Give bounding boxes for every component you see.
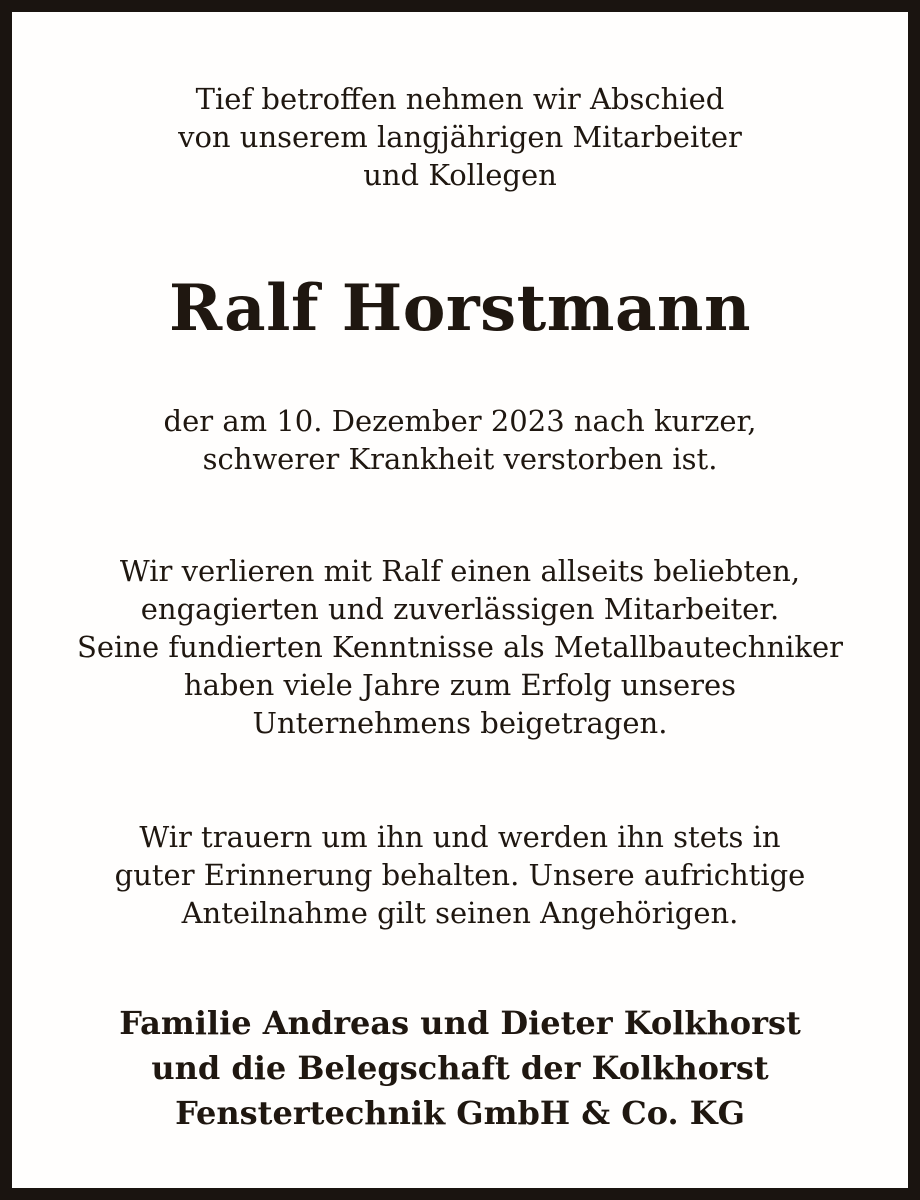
condolence-line: Anteilnahme gilt seinen Angehörigen. [181, 896, 739, 930]
tribute-line: engagierten und zuverlässigen Mitarbeiter. [140, 592, 780, 626]
condolence-paragraph [12, 818, 908, 932]
signature-line: Fenstertechnik GmbH & Co. KG [175, 1094, 745, 1132]
deceased-name: Ralf Horstmann [169, 271, 751, 346]
tribute-line: Seine fundierten Kenntnisse als Metallbautechniker [76, 630, 843, 664]
tribute-line: haben viele Jahre zum Erfolg unseres [183, 668, 737, 702]
tribute-line: Unternehmens beigetragen. [252, 706, 668, 740]
tribute-line: Wir verlieren mit Ralf einen allseits beliebten, [119, 554, 801, 588]
intro-line: Tief betroffen nehmen wir Abschied [195, 82, 725, 116]
intro-line: von unserem langjährigen Mitarbeiter [178, 120, 742, 154]
death-statement [12, 402, 908, 478]
condolence-line: guter Erinnerung behalten. Unsere aufrichtige [114, 858, 806, 892]
intro-text [12, 80, 908, 194]
death-line: schwerer Krankheit verstorben ist. [202, 442, 718, 476]
signature-line: Familie Andreas und Dieter Kolkhorst [119, 1004, 801, 1042]
death-line: der am 10. Dezember 2023 nach kurzer, [163, 404, 757, 438]
signature-block [12, 1001, 908, 1136]
signature-line: und die Belegschaft der Kolkhorst [151, 1049, 769, 1087]
intro-line: und Kollegen [363, 158, 557, 192]
condolence-line: Wir trauern um ihn und werden ihn stets in [139, 820, 781, 854]
tribute-paragraph [12, 552, 908, 742]
